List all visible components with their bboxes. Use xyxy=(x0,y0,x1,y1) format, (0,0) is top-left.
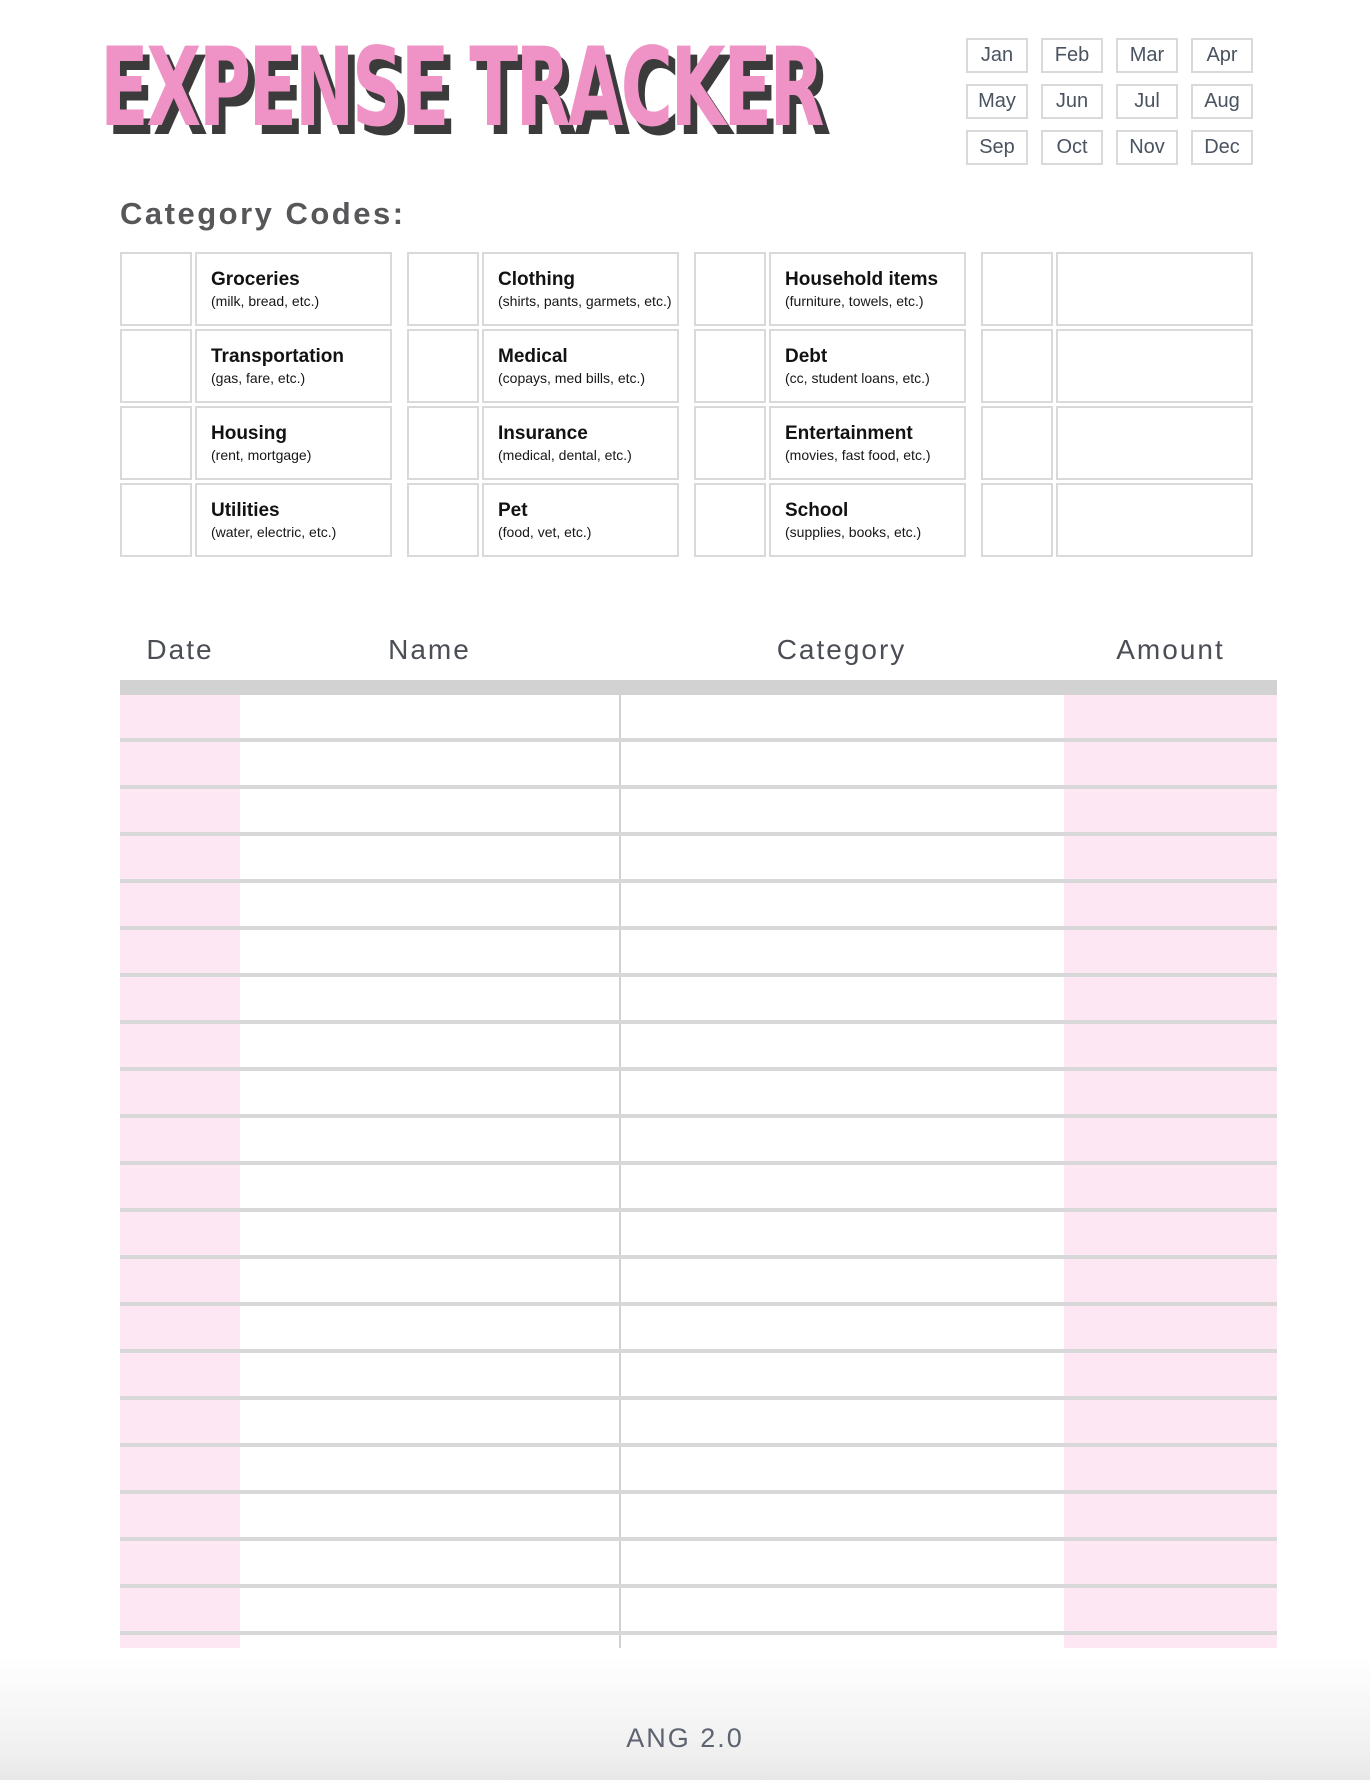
category-code-box[interactable] xyxy=(981,252,1053,326)
category-label: Entertainment xyxy=(785,423,913,445)
page-title: EXPENSE TRACKER xyxy=(100,23,822,151)
cell-name[interactable] xyxy=(240,1165,619,1208)
cell-amount[interactable] xyxy=(1064,1165,1277,1208)
cell-category[interactable] xyxy=(619,977,1064,1020)
cell-category[interactable] xyxy=(619,1353,1064,1396)
table-row xyxy=(120,836,1277,883)
category-sublabel: (movies, fast food, etc.) xyxy=(785,446,931,463)
table-row xyxy=(120,789,1277,836)
category-label-cell xyxy=(195,329,392,403)
category-label-cell xyxy=(1056,252,1253,326)
cell-name[interactable] xyxy=(240,1635,619,1648)
cell-amount[interactable] xyxy=(1064,1118,1277,1161)
cell-amount[interactable] xyxy=(1064,1541,1277,1584)
table-row xyxy=(120,1212,1277,1259)
cell-amount[interactable] xyxy=(1064,1024,1277,1067)
cell-category[interactable] xyxy=(619,1635,1064,1648)
column-header-date: Date xyxy=(146,634,214,665)
cell-name[interactable] xyxy=(240,1212,619,1255)
table-row xyxy=(120,1447,1277,1494)
cell-amount[interactable] xyxy=(1064,1400,1277,1443)
table-row xyxy=(120,1541,1277,1588)
table-row xyxy=(120,883,1277,930)
table-row xyxy=(120,1071,1277,1118)
category-label-cell xyxy=(195,483,392,557)
category-label: Utilities xyxy=(211,500,280,522)
category-label-cell xyxy=(482,329,679,403)
category-code-box[interactable] xyxy=(407,483,479,557)
table-body xyxy=(120,695,1277,1648)
cell-name[interactable] xyxy=(240,1118,619,1161)
category-label: Medical xyxy=(498,346,568,368)
category-code-box[interactable] xyxy=(694,483,766,557)
table-header-row xyxy=(120,628,1277,672)
cell-amount[interactable] xyxy=(1064,1588,1277,1631)
table-row xyxy=(120,1494,1277,1541)
cell-amount[interactable] xyxy=(1064,1447,1277,1490)
category-sublabel: (supplies, books, etc.) xyxy=(785,523,922,540)
cell-name[interactable] xyxy=(240,1071,619,1114)
cell-date[interactable] xyxy=(120,883,240,926)
category-label: Debt xyxy=(785,346,828,368)
cell-amount[interactable] xyxy=(1064,1259,1277,1302)
cell-category[interactable] xyxy=(619,883,1064,926)
category-code-box[interactable] xyxy=(120,483,192,557)
column-header-category: Category xyxy=(776,634,907,665)
cell-category[interactable] xyxy=(619,1588,1064,1631)
cell-category[interactable] xyxy=(619,1212,1064,1255)
cell-date[interactable] xyxy=(120,1541,240,1584)
cell-name[interactable] xyxy=(240,930,619,973)
category-label-cell xyxy=(769,406,966,480)
category-code-box[interactable] xyxy=(407,329,479,403)
footer xyxy=(0,1658,1370,1780)
cell-name[interactable] xyxy=(240,977,619,1020)
category-label-cell xyxy=(1056,483,1253,557)
cell-name[interactable] xyxy=(240,883,619,926)
category-group-4 xyxy=(981,252,1253,557)
cell-name[interactable] xyxy=(240,1447,619,1490)
category-label-cell xyxy=(195,252,392,326)
category-code-box[interactable] xyxy=(120,252,192,326)
category-code-box[interactable] xyxy=(407,252,479,326)
cell-name[interactable] xyxy=(240,836,619,879)
cell-amount[interactable] xyxy=(1064,1212,1277,1255)
category-sublabel: (food, vet, etc.) xyxy=(498,523,592,540)
table-row xyxy=(120,930,1277,977)
cell-date[interactable] xyxy=(120,1212,240,1255)
category-sublabel: (water, electric, etc.) xyxy=(211,523,337,540)
category-label-cell xyxy=(769,483,966,557)
cell-name[interactable] xyxy=(240,1024,619,1067)
cell-category[interactable] xyxy=(619,1118,1064,1161)
category-label-cell xyxy=(769,252,966,326)
table-row xyxy=(120,1118,1277,1165)
month-button-sep[interactable]: Sep xyxy=(966,130,1028,165)
cell-category[interactable] xyxy=(619,1071,1064,1114)
category-label: Transportation xyxy=(211,346,345,368)
month-button-jun[interactable]: Jun xyxy=(1041,84,1103,119)
category-label: Housing xyxy=(211,423,287,445)
table-row xyxy=(120,742,1277,789)
cell-category[interactable] xyxy=(619,1259,1064,1302)
category-code-box[interactable] xyxy=(981,406,1053,480)
cell-amount[interactable] xyxy=(1064,789,1277,832)
category-label: Clothing xyxy=(498,269,576,291)
cell-date[interactable] xyxy=(120,1306,240,1349)
category-sublabel: (copays, med bills, etc.) xyxy=(498,369,646,386)
cell-amount[interactable] xyxy=(1064,695,1277,738)
cell-amount[interactable] xyxy=(1064,742,1277,785)
category-code-box[interactable] xyxy=(120,406,192,480)
category-label: Household items xyxy=(785,269,939,291)
category-label: Insurance xyxy=(498,423,588,445)
table-row xyxy=(120,1024,1277,1071)
cell-name[interactable] xyxy=(240,1353,619,1396)
category-sublabel: (furniture, towels, etc.) xyxy=(785,292,924,309)
cell-category[interactable] xyxy=(619,836,1064,879)
category-sublabel: (shirts, pants, garmets, etc.) xyxy=(498,292,672,309)
cell-amount[interactable] xyxy=(1064,977,1277,1020)
table-row xyxy=(120,1353,1277,1400)
category-label-cell xyxy=(769,329,966,403)
cell-date[interactable] xyxy=(120,1071,240,1114)
table-row xyxy=(120,1635,1277,1648)
cell-amount[interactable] xyxy=(1064,1071,1277,1114)
category-label-cell xyxy=(482,483,679,557)
category-label-cell xyxy=(482,406,679,480)
cell-date[interactable] xyxy=(120,1635,240,1648)
months-grid xyxy=(966,38,1253,165)
cell-date[interactable] xyxy=(120,742,240,785)
category-sublabel: (medical, dental, etc.) xyxy=(498,446,632,463)
month-button-dec[interactable]: Dec xyxy=(1191,130,1253,165)
category-code-box[interactable] xyxy=(694,406,766,480)
table-row xyxy=(120,1588,1277,1635)
cell-category[interactable] xyxy=(619,1400,1064,1443)
cell-category[interactable] xyxy=(619,1541,1064,1584)
cell-name[interactable] xyxy=(240,789,619,832)
cell-category[interactable] xyxy=(619,930,1064,973)
cell-name[interactable] xyxy=(240,1400,619,1443)
month-button-jul[interactable]: Jul xyxy=(1116,84,1178,119)
cell-amount[interactable] xyxy=(1064,1635,1277,1648)
column-header-name: Name xyxy=(388,634,471,665)
category-group-3 xyxy=(694,252,966,557)
cell-name[interactable] xyxy=(240,1259,619,1302)
cell-date[interactable] xyxy=(120,1588,240,1631)
cell-category[interactable] xyxy=(619,695,1064,738)
category-codes-heading: Category Codes: xyxy=(120,196,406,231)
column-header-amount: Amount xyxy=(1116,634,1225,665)
header-divider-bar xyxy=(120,680,1277,695)
cell-date[interactable] xyxy=(120,1494,240,1537)
cell-category[interactable] xyxy=(619,1024,1064,1067)
cell-category[interactable] xyxy=(619,789,1064,832)
cell-name[interactable] xyxy=(240,1306,619,1349)
category-label-cell xyxy=(195,406,392,480)
category-label-cell xyxy=(1056,329,1253,403)
cell-date[interactable] xyxy=(120,1447,240,1490)
cell-date[interactable] xyxy=(120,695,240,738)
cell-category[interactable] xyxy=(619,1165,1064,1208)
category-label-cell xyxy=(1056,406,1253,480)
table-row xyxy=(120,695,1277,742)
category-sublabel: (gas, fare, etc.) xyxy=(211,369,306,386)
cell-name[interactable] xyxy=(240,695,619,738)
category-group-1 xyxy=(120,252,392,557)
cell-date[interactable] xyxy=(120,977,240,1020)
category-code-box[interactable] xyxy=(407,406,479,480)
cell-category[interactable] xyxy=(619,1447,1064,1490)
category-label: Groceries xyxy=(211,269,300,291)
category-group-2 xyxy=(407,252,679,557)
cell-category[interactable] xyxy=(619,1494,1064,1537)
month-button-mar[interactable]: Mar xyxy=(1116,38,1178,73)
cell-amount[interactable] xyxy=(1064,836,1277,879)
cell-category[interactable] xyxy=(619,742,1064,785)
category-label: School xyxy=(785,500,849,522)
category-label-cell xyxy=(482,252,679,326)
cell-date[interactable] xyxy=(120,836,240,879)
cell-date[interactable] xyxy=(120,1118,240,1161)
cell-amount[interactable] xyxy=(1064,1306,1277,1349)
category-label: Pet xyxy=(498,500,528,522)
month-button-may[interactable]: May xyxy=(966,84,1028,119)
category-grid xyxy=(120,252,1253,557)
month-button-apr[interactable]: Apr xyxy=(1191,38,1253,73)
month-button-feb[interactable]: Feb xyxy=(1041,38,1103,73)
cell-date[interactable] xyxy=(120,789,240,832)
category-sublabel: (rent, mortgage) xyxy=(211,446,312,463)
category-sublabel: (cc, student loans, etc.) xyxy=(785,369,930,386)
footer-text: ANG 2.0 xyxy=(626,1723,744,1753)
cell-name[interactable] xyxy=(240,1494,619,1537)
table-row xyxy=(120,977,1277,1024)
expense-table xyxy=(120,628,1277,1648)
cell-name[interactable] xyxy=(240,1541,619,1584)
table-row xyxy=(120,1165,1277,1212)
table-row xyxy=(120,1259,1277,1306)
cell-date[interactable] xyxy=(120,1259,240,1302)
category-code-box[interactable] xyxy=(694,252,766,326)
cell-amount[interactable] xyxy=(1064,1353,1277,1396)
cell-amount[interactable] xyxy=(1064,1494,1277,1537)
month-button-oct[interactable]: Oct xyxy=(1041,130,1103,165)
month-button-jan[interactable]: Jan xyxy=(966,38,1028,73)
table-row xyxy=(120,1306,1277,1353)
cell-date[interactable] xyxy=(120,1400,240,1443)
category-code-box[interactable] xyxy=(694,329,766,403)
category-code-box[interactable] xyxy=(981,483,1053,557)
cell-amount[interactable] xyxy=(1064,883,1277,926)
cell-date[interactable] xyxy=(120,1024,240,1067)
cell-name[interactable] xyxy=(240,742,619,785)
cell-amount[interactable] xyxy=(1064,930,1277,973)
cell-category[interactable] xyxy=(619,1306,1064,1349)
cell-date[interactable] xyxy=(120,1353,240,1396)
cell-name[interactable] xyxy=(240,1588,619,1631)
table-row xyxy=(120,1400,1277,1447)
cell-date[interactable] xyxy=(120,1165,240,1208)
month-button-aug[interactable]: Aug xyxy=(1191,84,1253,119)
category-code-box[interactable] xyxy=(120,329,192,403)
category-sublabel: (milk, bread, etc.) xyxy=(211,292,320,309)
month-button-nov[interactable]: Nov xyxy=(1116,130,1178,165)
category-code-box[interactable] xyxy=(981,329,1053,403)
cell-date[interactable] xyxy=(120,930,240,973)
